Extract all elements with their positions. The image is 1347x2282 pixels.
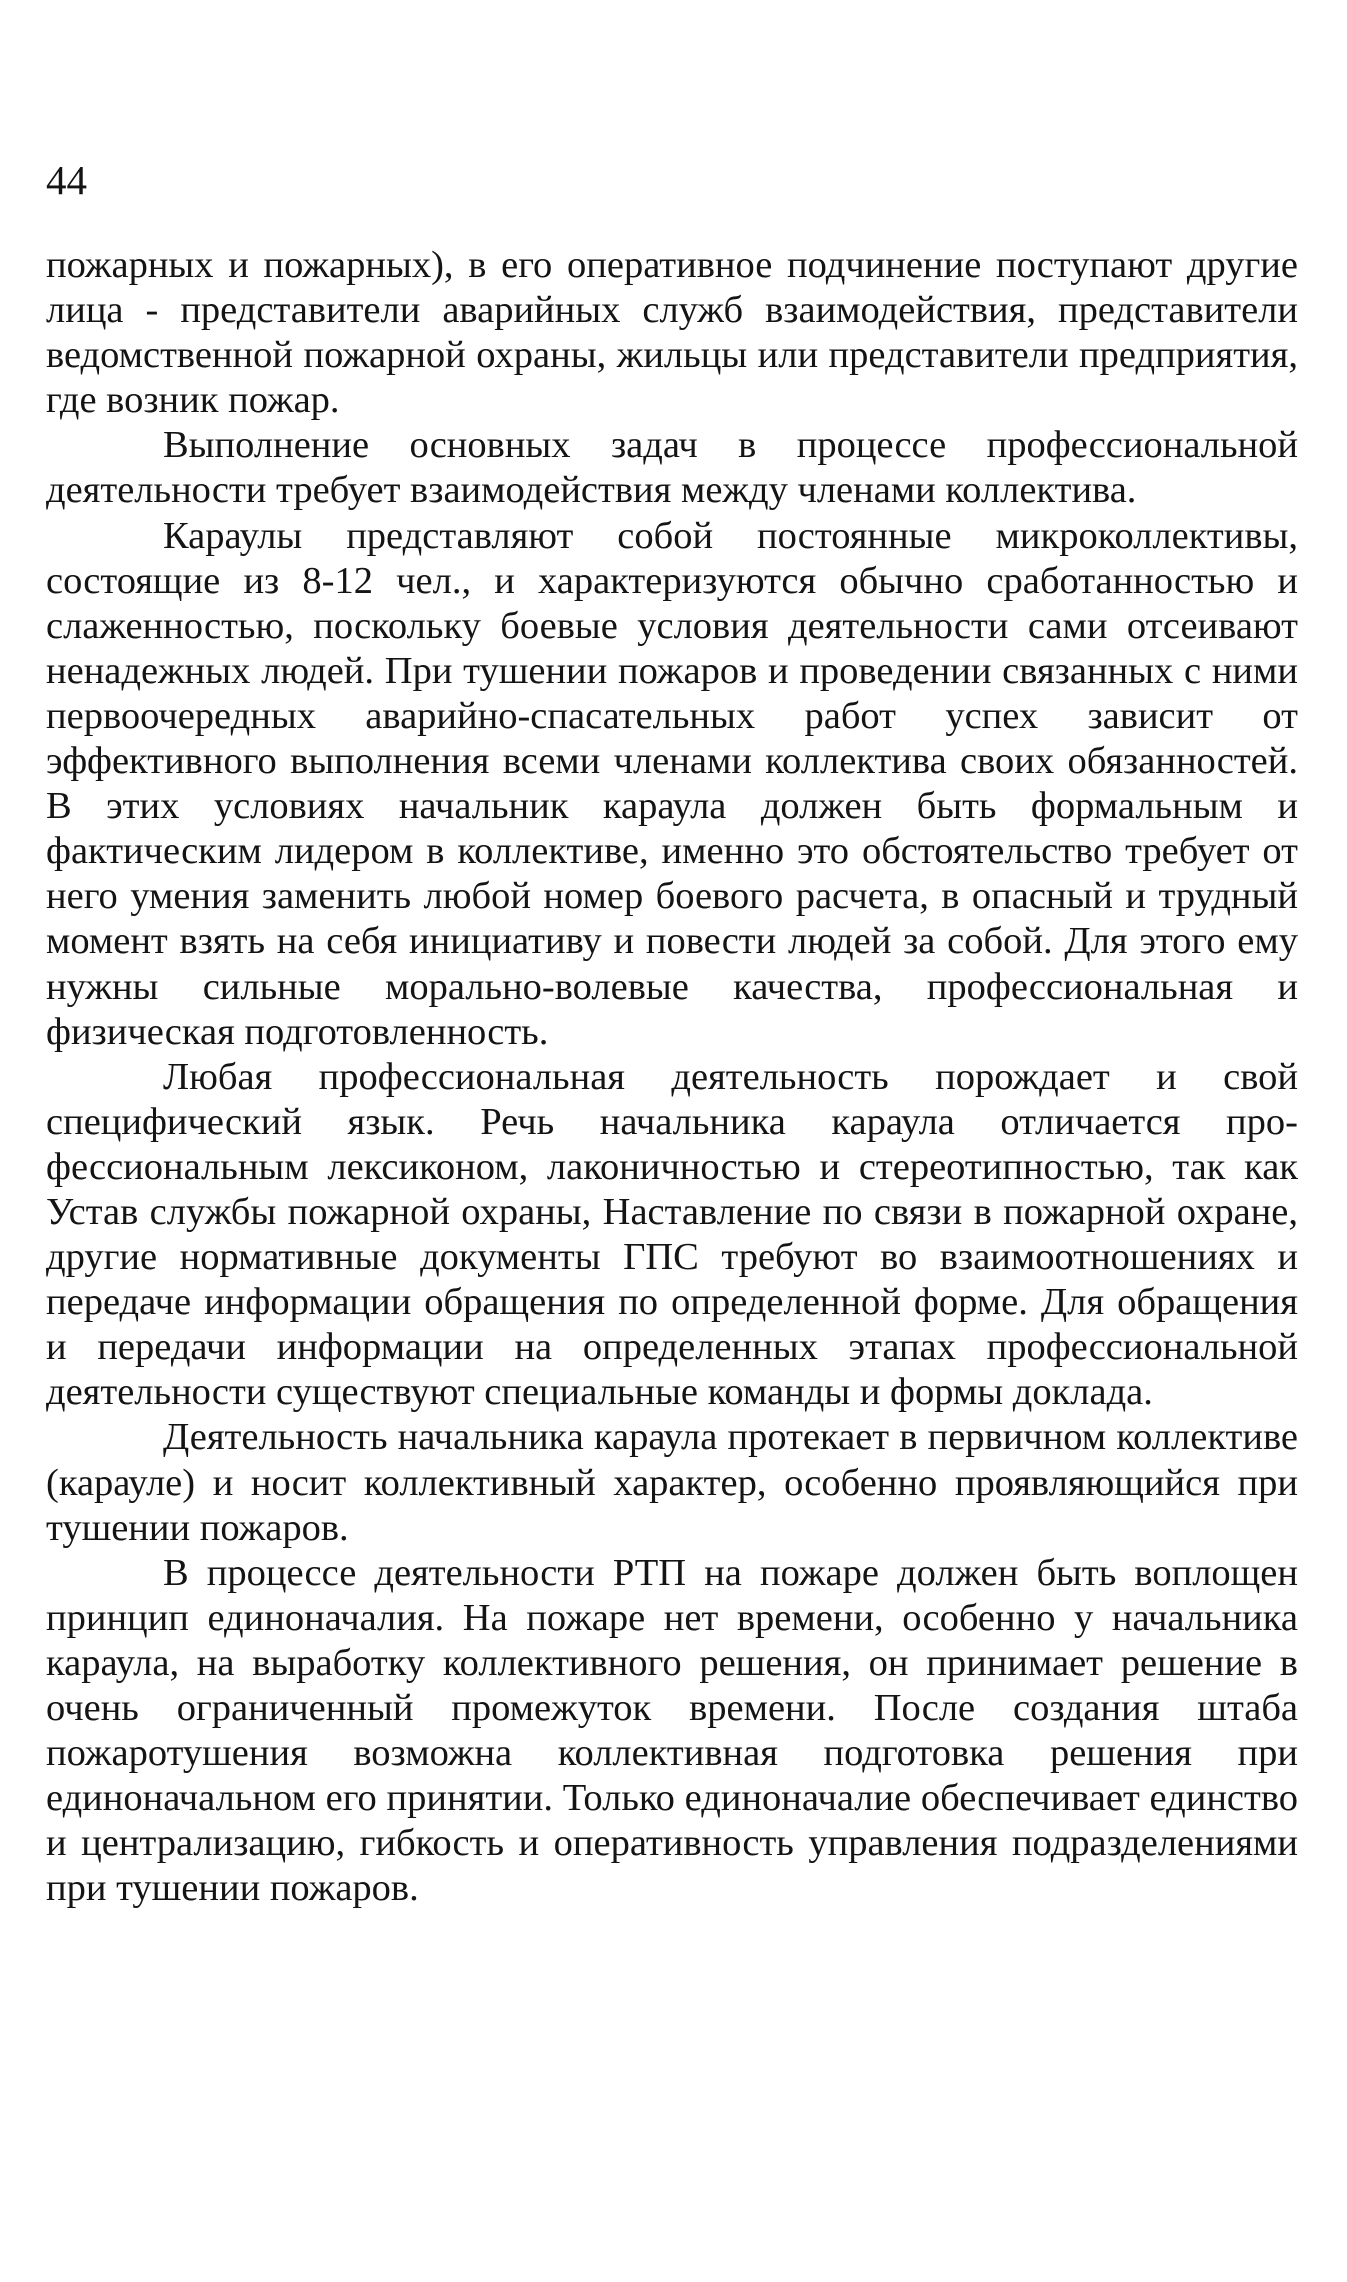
- paragraph-unity-of-command: В процессе деятельности РТП на пожаре должен быть воплощен принцип единоначалия. На пожаре нет времени, особенно у начальника караула, на выработку коллективного решения, он принимает решение в очень ограниченный промежуток времени. После создания штаба пожаротушения возможна коллективная подготовка решения при единоначальном его принятии. Только единоначалие обеспечивает единство и централизацию, гибкость и оперативность управления подразделениями при тушении пожаров.: [46, 1551, 1298, 1910]
- paragraph-guards: Караулы представляют собой постоянные микроколлективы, состоящие из 8-12 чел., и характеризуются обычно сработанностью и слаженностью, поскольку боевые условия деятельности сами отсеивают ненадежных людей. При тушении пожаров и проведении связанных с ними первоочередных аварийно-спасательных работ успех зависит от эффективного выполнения всеми членами коллектива своих обязанностей. В этих условиях начальник караула должен быть формальным и фактическим лидером в коллективе, именно это обстоятельство требует от него умения заменить любой номер боевого расчета, в опасный и трудный момент взять на себя инициативу и повести людей за собой. Для этого ему нужны сильные морально-волевые качества, профессиональная и физическая подготовленность.: [46, 514, 1298, 1053]
- paragraph-activity: Деятельность начальника караула протекает в первичном коллективе (карауле) и носит коллективный характер, особенно проявляющийся при тушении пожаров.: [46, 1416, 1298, 1549]
- paragraph-language: Любая профессиональная деятельность порождает и свой специфический язык. Речь начальника караула отличается профессиональным лексиконом, лаконичностью и стереотипностью, так как Устав службы пожарной охраны, Наставление по связи в пожарной охране, другие нормативные документы ГПС требуют во взаимоотношениях и передаче информации обращения по определенной форме. Для обращения и передачи информации на определенных этапах профессиональной деятельности существуют специальные команды и формы доклада.: [46, 1055, 1298, 1414]
- text-body: [46, 243, 1298, 1911]
- paragraph-continuation: пожарных и пожарных), в его оперативное подчинение поступают другие лица - представители аварийных служб взаимодействия, представители ведомственной пожарной охраны, жильцы или представители предприятия, где возник пожар.: [46, 244, 1298, 422]
- page-number: 44: [46, 157, 87, 203]
- paragraph-tasks: Выполнение основных задач в процессе профессиональной деятельности требует взаимодействия между членами коллектива.: [46, 424, 1298, 512]
